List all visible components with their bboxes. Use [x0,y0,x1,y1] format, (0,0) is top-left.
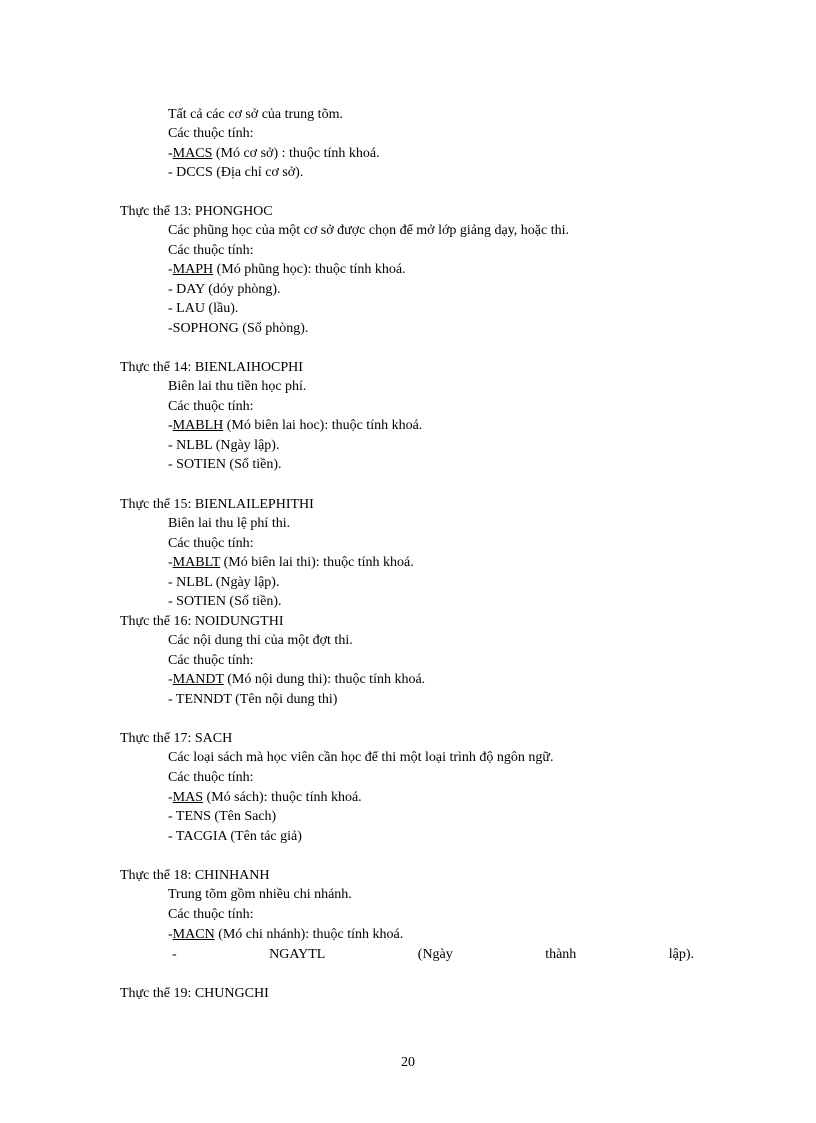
key-name: MAS [172,790,204,805]
entity-17-attribute: - TENS (Tên Sach) [168,809,277,824]
entity-14-attribute: - SOTIEN (Số tiền). [168,457,282,472]
entity-13-attribute: - DAY (dóy phòng). [168,282,281,297]
entity-18-key-attribute: -MACN (Mó chi nhánh): thuộc tính khoá. [168,927,404,942]
entity-15-attribute: - NLBL (Ngày lập). [168,575,280,590]
entity-16-key-attribute: -MANDT (Mó nội dung thi): thuộc tính khoá. [168,672,426,687]
entity-18-attributes-label: Các thuộc tính: [168,907,254,922]
key-name: MABLT [172,555,221,570]
entity-13-attribute: - LAU (lầu). [168,301,239,316]
intro-key-attribute: -MACS (Mó cơ sở) : thuộc tính khoá. [168,146,380,161]
entity-13-heading: Thực thể 13: PHONGHOC [120,204,273,219]
entity-15-description: Biên lai thu lệ phí thi. [168,516,291,531]
key-name: MANDT [172,672,224,687]
key-name: MACS [172,146,213,161]
entity-14-key-attribute: -MABLH (Mó biên lai hoc): thuộc tính khoá. [168,418,423,433]
key-name: MACN [172,927,215,942]
justified-word: - [172,947,177,962]
entity-17-attributes-label: Các thuộc tính: [168,770,254,785]
intro-attributes-label: Các thuộc tính: [168,126,254,141]
entity-16-attribute: - TENNDT (Tên nội dung thi) [168,692,338,707]
entity-15-attributes-label: Các thuộc tính: [168,536,254,551]
entity-16-description: Các nội dung thi của một đợt thi. [168,633,353,648]
justified-word: (Ngày [417,947,453,962]
key-name: MAPH [172,262,214,277]
entity-18-attribute-justified [172,946,694,964]
justified-word: NGAYTL [269,947,326,962]
intro-description: Tất cả các cơ sở của trung tõm. [168,107,343,122]
intro-attribute: - DCCS (Địa chỉ cơ sở). [168,165,304,180]
entity-18-heading: Thực thể 18: CHINHANH [120,868,270,883]
entity-15-heading: Thực thể 15: BIENLAILEPHITHI [120,497,314,512]
key-name: MABLH [172,418,224,433]
entity-15-attribute: - SOTIEN (Số tiền). [168,594,282,609]
entity-14-description: Biên lai thu tiền học phí. [168,379,307,394]
entity-14-attribute: - NLBL (Ngày lập). [168,438,280,453]
page-number: 20 [401,1055,415,1070]
entity-17-heading: Thực thể 17: SACH [120,731,233,746]
entity-14-attributes-label: Các thuộc tính: [168,399,254,414]
entity-16-heading: Thực thể 16: NOIDUNGTHI [120,614,284,629]
justified-word: lập). [668,947,694,962]
entity-13-key-attribute: -MAPH (Mó phũng học): thuộc tính khoá. [168,262,406,277]
entity-13-attribute: -SOPHONG (Số phòng). [168,321,309,336]
entity-17-key-attribute: -MAS (Mó sách): thuộc tính khoá. [168,790,362,805]
entity-13-description: Các phũng học của một cơ sở được chọn để mở lớp giảng dạy, hoặc thi. [168,223,569,238]
entity-17-description: Các loại sách mà học viên cần học để thi một loại trình độ ngôn ngữ. [168,750,554,765]
entity-17-attribute: - TACGIA (Tên tác giả) [168,829,302,844]
justified-word: thành [545,947,577,962]
entity-16-attributes-label: Các thuộc tính: [168,653,254,668]
entity-14-heading: Thực thể 14: BIENLAIHOCPHI [120,360,303,375]
entity-19-heading: Thực thể 19: CHUNGCHI [120,986,269,1001]
entity-18-description: Trung tõm gồm nhiều chi nhánh. [168,887,352,902]
entity-13-attributes-label: Các thuộc tính: [168,243,254,258]
entity-15-key-attribute: -MABLT (Mó biên lai thi): thuộc tính khoá. [168,555,414,570]
